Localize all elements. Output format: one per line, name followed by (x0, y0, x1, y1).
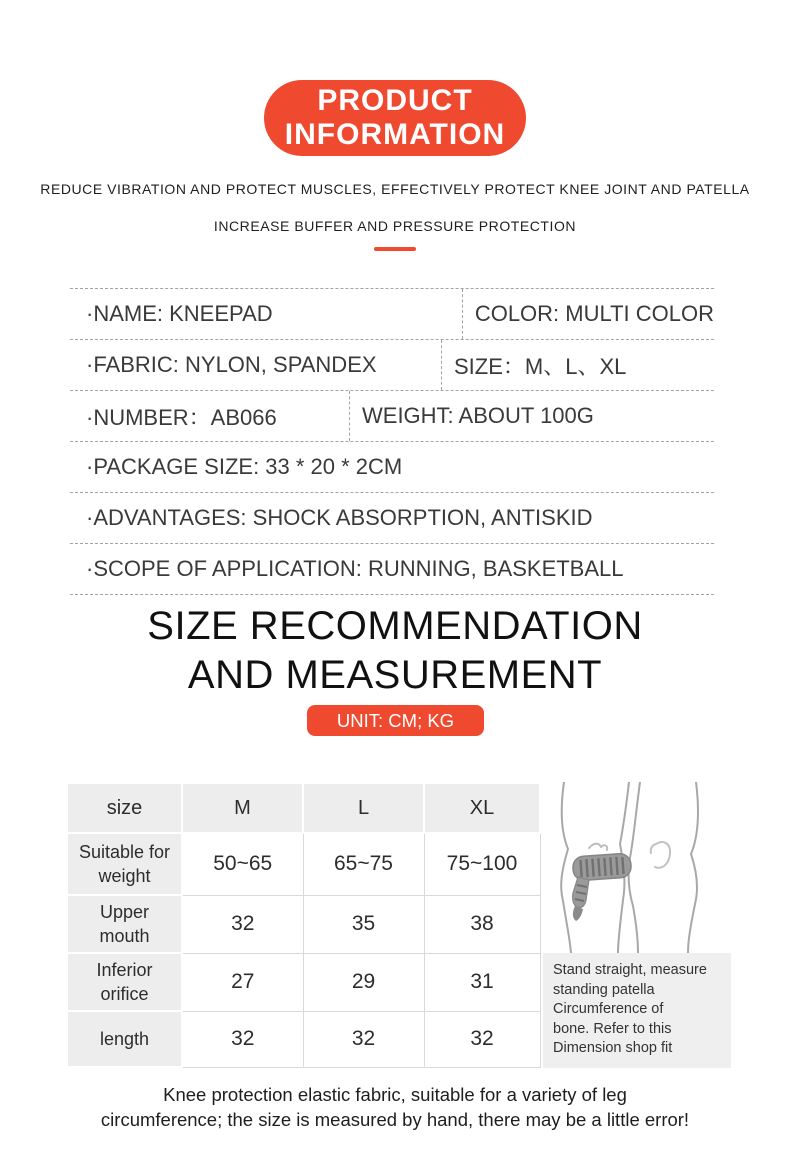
table-row-upper-mouth (67, 895, 540, 953)
header-size: size (67, 783, 182, 833)
cell-inferior-m: 27 (182, 953, 303, 1011)
row-label-line: Upper (99, 902, 150, 922)
detail-row-name-color (70, 289, 714, 340)
measurement-note (543, 953, 731, 1068)
detail-color: COLOR: MULTI COLOR (462, 289, 714, 339)
note-line: standing patella (553, 981, 655, 998)
detail-name: ·NAME: KNEEPAD (86, 301, 273, 326)
unit-badge (307, 705, 484, 736)
header-l: L (303, 783, 424, 833)
detail-row-package-size (70, 442, 714, 493)
detail-fabric: ·FABRIC: NYLON, SPANDEX (86, 352, 377, 377)
detail-row-scope (70, 544, 714, 595)
note-line: Stand straight, measure (553, 962, 707, 978)
cell-inferior-xl: 31 (424, 953, 540, 1011)
measurement-panel (543, 782, 733, 1068)
detail-scope: ·SCOPE OF APPLICATION: RUNNING, BASKETBALL (86, 556, 624, 581)
detail-advantages: ·ADVANTAGES: SHOCK ABSORPTION, ANTISKID (86, 505, 593, 530)
size-heading-line-2: AND MEASUREMENT (187, 653, 603, 697)
cell-weight-xl: 75~100 (424, 833, 540, 895)
row-label-weight (67, 833, 182, 895)
cell-upper-xl: 38 (424, 895, 540, 953)
size-table-header-row (67, 783, 540, 833)
row-label-line: mouth (99, 926, 150, 946)
detail-row-advantages (70, 493, 714, 544)
footer-line-1: Knee protection elastic fabric, suitable for a variety of leg (163, 1084, 627, 1105)
row-label-line: Suitable for (78, 842, 171, 862)
product-details-list (70, 288, 714, 595)
detail-number: ·NUMBER：AB066 (86, 404, 277, 430)
accent-divider-dash (374, 247, 416, 251)
detail-row-number-weight (70, 391, 714, 442)
row-label-line: Inferior (96, 960, 153, 980)
row-label-inferior-orifice (67, 953, 182, 1011)
size-section (66, 782, 733, 1068)
intro-line-1: REDUCE VIBRATION AND PROTECT MUSCLES, EFFECTIVELY PROTECT KNEE JOINT AND PATELLA (40, 181, 750, 197)
detail-row-fabric-size (70, 340, 714, 391)
detail-weight: WEIGHT: ABOUT 100G (349, 391, 714, 441)
note-line: Circumference of (553, 1001, 664, 1017)
size-heading-line-1: SIZE RECOMMENDATION (147, 604, 643, 648)
header-xl: XL (424, 783, 540, 833)
footer-note (0, 1082, 790, 1132)
note-line: bone. Refer to this (553, 1020, 672, 1037)
row-label-line: orifice (100, 984, 149, 1004)
row-label-line: weight (98, 866, 151, 886)
table-row-length (67, 1011, 540, 1067)
cell-weight-m: 50~65 (182, 833, 303, 895)
badge-line-2: INFORMATION (284, 118, 506, 151)
cell-upper-m: 32 (182, 895, 303, 953)
detail-size: SIZE：M、L、XL (441, 340, 714, 390)
table-row-inferior-orifice (67, 953, 540, 1011)
footer-line-2: circumference; the size is measured by hand, there may be a little error! (100, 1109, 690, 1130)
cell-upper-l: 35 (303, 895, 424, 953)
product-info-badge (264, 80, 526, 156)
legs-illustration-svg (543, 782, 733, 953)
cell-length-m: 32 (182, 1011, 303, 1067)
size-recommendation-heading (0, 602, 790, 700)
row-label-length (67, 1011, 182, 1067)
row-label-upper-mouth (67, 895, 182, 953)
note-line: Dimension shop fit (553, 1040, 673, 1056)
detail-package-size: ·PACKAGE SIZE: 33 * 20 * 2CM (86, 454, 403, 479)
size-table (66, 782, 541, 1068)
row-label-line: length (99, 1029, 150, 1049)
badge-line-1: PRODUCT (317, 84, 473, 117)
cell-length-l: 32 (303, 1011, 424, 1067)
header-m: M (182, 783, 303, 833)
cell-weight-l: 65~75 (303, 833, 424, 895)
table-row-weight (67, 833, 540, 895)
cell-inferior-l: 29 (303, 953, 424, 1011)
cell-length-xl: 32 (424, 1011, 540, 1067)
kneepad-legs-illustration (543, 782, 733, 953)
intro-line-2: INCREASE BUFFER AND PRESSURE PROTECTION (213, 218, 577, 234)
unit-badge-label: UNIT: CM; KG (336, 709, 455, 731)
